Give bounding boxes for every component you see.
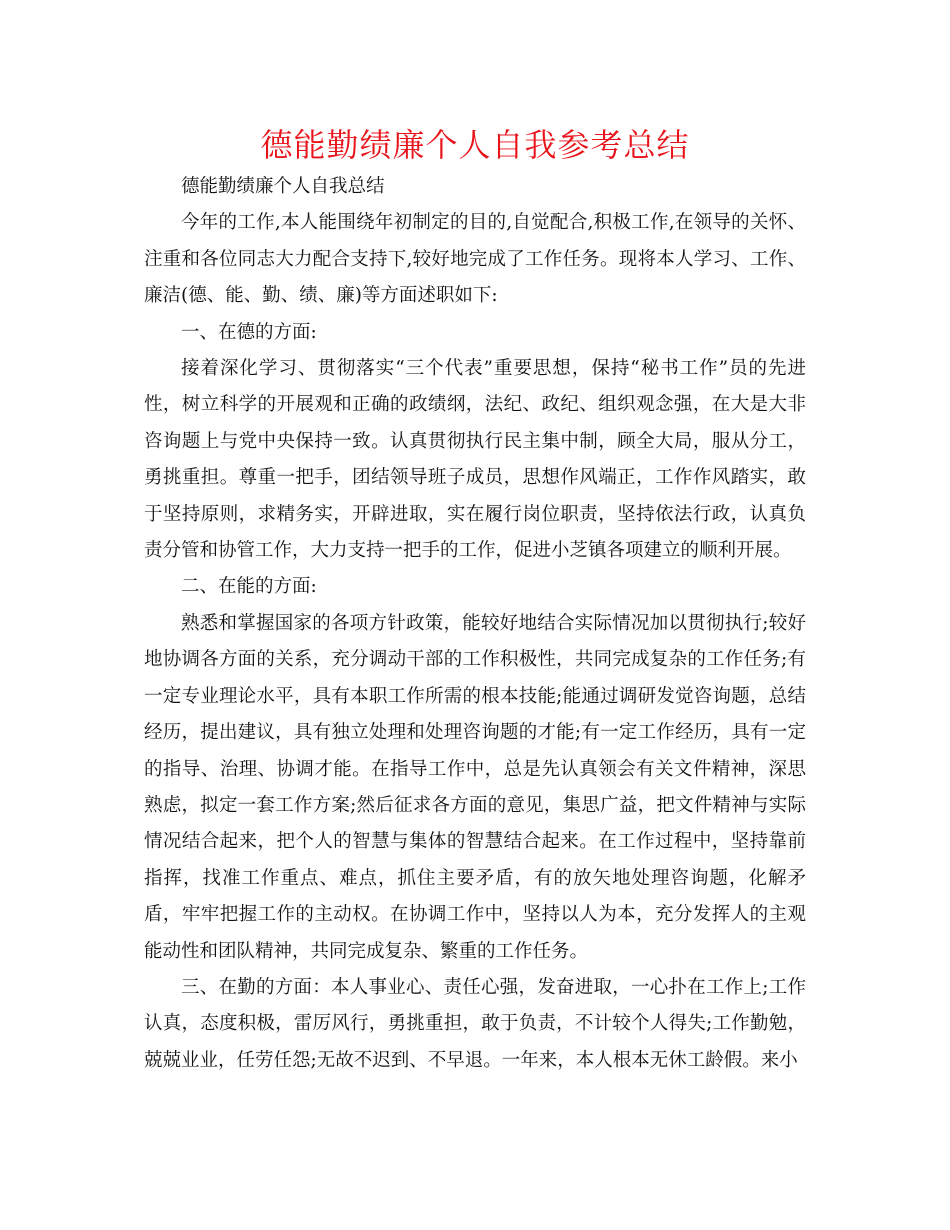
- diligence-paragraph: 三、在勤的方面：本人事业心、责任心强，发奋进取，一心扑在工作上;工作认真，态度积极，雷厉风行，勇挑重担，敢于负责，不计较个人得失;工作勤勉，兢兢业业，任劳任怨;无故不迟到、不早退。一年来，本人根本无休工龄假。来小: [144, 976, 806, 1071]
- ability-paragraph: 熟悉和掌握国家的各项方针政策，能较好地结合实际情况加以贯彻执行;较好地协调各方面的关系，充分调动干部的工作积极性，共同完成复杂的工作任务;有一定专业理论水平，具有本职工作所需的根本技能;能通过调研发觉咨询题，总结经历，提出建议，具有独立处理和处理咨询题的才能;有一定工作经历，具有一定的指导、治理、协调才能。在指导工作中，总是先认真领会有关文件精神，深思熟虑，拟定一套工作方案;然后征求各方面的意见，集思广益，把文件精神与实际情况结合起来，把个人的智慧与集体的智慧结合起来。在工作过程中，坚持靠前指挥，找准工作重点、难点，抓住主要矛盾，有的放矢地处理咨询题，化解矛盾，牢牢把握工作的主动权。在协调工作中，坚持以人为本，充分发挥人的主观能动性和团队精神，共同完成复杂、繁重的工作任务。: [144, 612, 806, 962]
- section-heading-ability: 二、在能的方面:: [181, 576, 317, 598]
- intro-paragraph: 今年的工作,本人能围绕年初制定的目的,自觉配合,积极工作,在领导的关怀、注重和各位同志大力配合支持下,较好地完成了工作任务。现将本人学习、工作、廉洁(德、能、勤、绩、廉)等方面述职如下:: [144, 212, 806, 307]
- document-title: 德能勤绩廉个人自我参考总结: [260, 126, 690, 164]
- section-heading-morality: 一、在德的方面:: [181, 321, 317, 343]
- document-body: [144, 169, 806, 1079]
- morality-paragraph: 接着深化学习、贯彻落实“三个代表”重要思想，保持“秘书工作”员的先进性，树立科学的开展观和正确的政绩纲，法纪、政纪、组织观念强，在大是大非咨询题上与党中央保持一致。认真贯彻执行民主集中制，顾全大局，服从分工，勇挑重担。尊重一把手，团结领导班子成员，思想作风端正，工作作风踏实，敢于坚持原则，求精务实，开辟进取，实在履行岗位职责，坚持依法行政，认真负责分管和协管工作，大力支持一把手的工作，促进小芝镇各项建立的顺利开展。: [144, 358, 806, 562]
- subtitle-paragraph: 德能勤绩廉个人自我总结: [181, 176, 385, 197]
